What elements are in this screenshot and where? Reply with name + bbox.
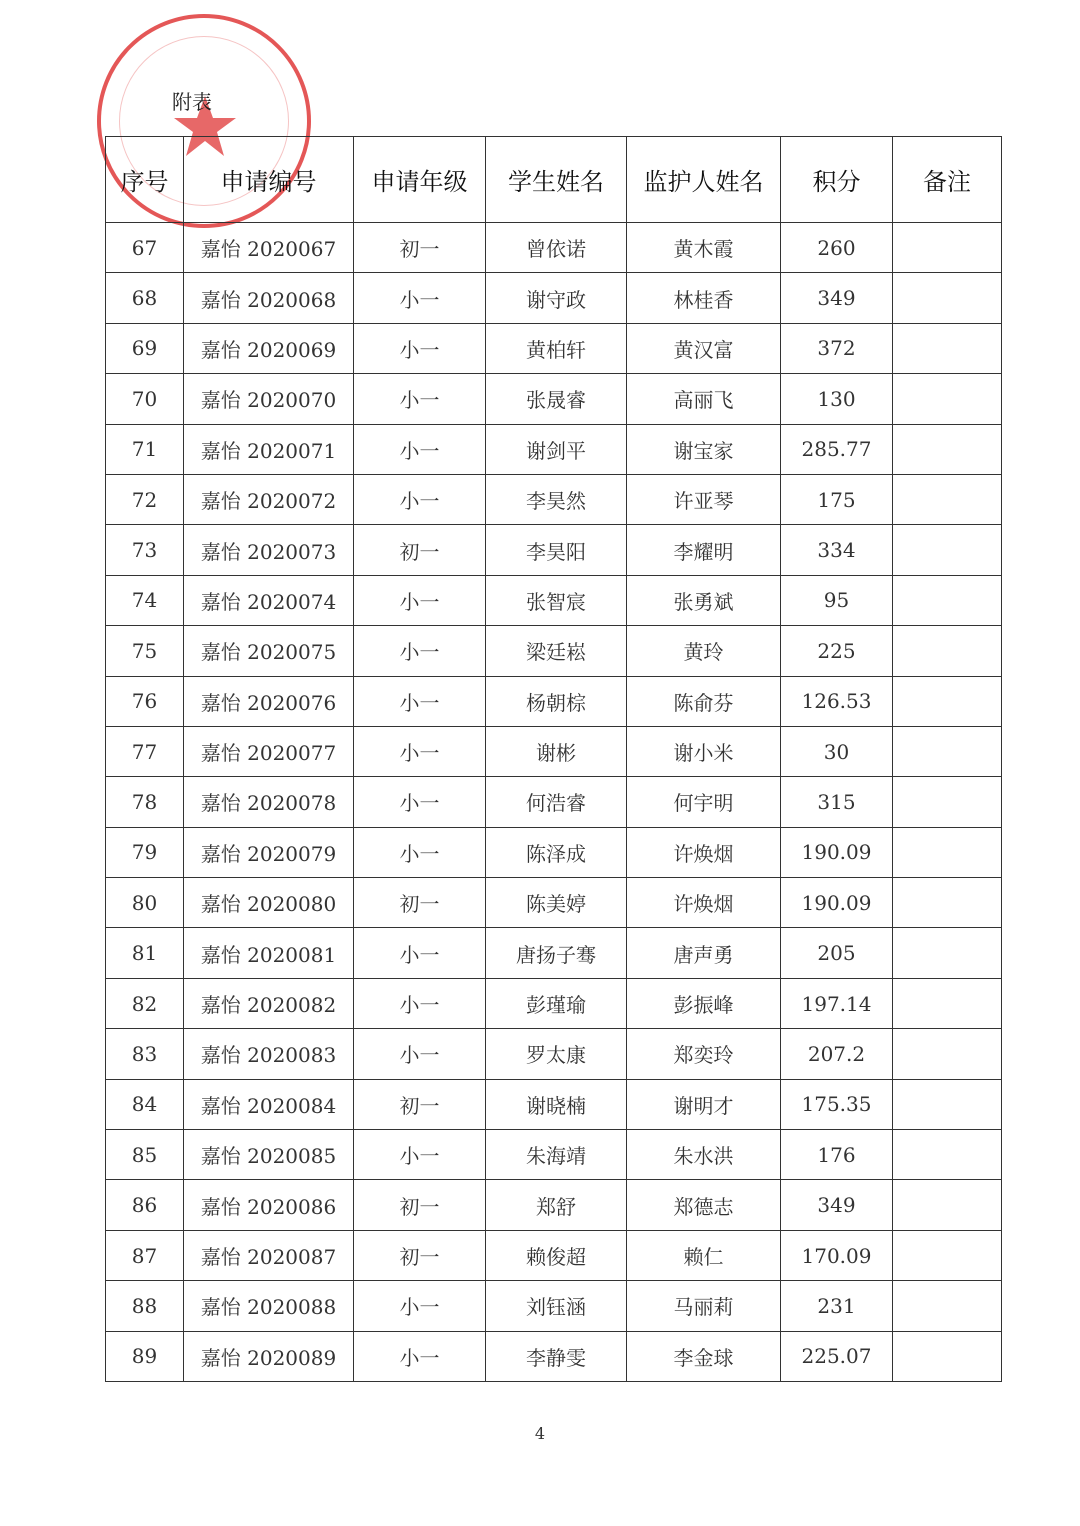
cell-index: 72 bbox=[106, 474, 184, 524]
cell-remarks bbox=[893, 1029, 1002, 1079]
table-row bbox=[106, 1130, 1002, 1180]
cell-guardian-name: 黄木霞 bbox=[627, 223, 781, 273]
table-row bbox=[106, 676, 1002, 726]
table-row bbox=[106, 726, 1002, 776]
table-row bbox=[106, 223, 1002, 273]
cell-remarks bbox=[893, 474, 1002, 524]
table-header-row bbox=[106, 137, 1002, 223]
cell-grade: 小一 bbox=[354, 827, 486, 877]
table-row bbox=[106, 525, 1002, 575]
cell-remarks bbox=[893, 1331, 1002, 1381]
cell-application-no: 嘉怡 2020068 bbox=[184, 273, 354, 323]
cell-application-no: 嘉怡 2020069 bbox=[184, 323, 354, 373]
cell-index: 76 bbox=[106, 676, 184, 726]
cell-student-name: 张晟睿 bbox=[486, 374, 627, 424]
table-row bbox=[106, 1331, 1002, 1381]
cell-student-name: 罗太康 bbox=[486, 1029, 627, 1079]
cell-index: 67 bbox=[106, 223, 184, 273]
cell-student-name: 谢晓楠 bbox=[486, 1079, 627, 1129]
cell-index: 88 bbox=[106, 1281, 184, 1331]
cell-student-name: 李昊阳 bbox=[486, 525, 627, 575]
cell-points: 205 bbox=[781, 928, 893, 978]
cell-application-no: 嘉怡 2020071 bbox=[184, 424, 354, 474]
table-row bbox=[106, 323, 1002, 373]
cell-remarks bbox=[893, 223, 1002, 273]
cell-index: 81 bbox=[106, 928, 184, 978]
table-row bbox=[106, 1079, 1002, 1129]
cell-student-name: 曾依诺 bbox=[486, 223, 627, 273]
cell-guardian-name: 黄玲 bbox=[627, 626, 781, 676]
page-number: 4 bbox=[534, 1424, 546, 1443]
cell-remarks bbox=[893, 323, 1002, 373]
cell-student-name: 朱海靖 bbox=[486, 1130, 627, 1180]
cell-grade: 小一 bbox=[354, 1029, 486, 1079]
cell-guardian-name: 张勇斌 bbox=[627, 575, 781, 625]
cell-index: 80 bbox=[106, 878, 184, 928]
cell-guardian-name: 何宇明 bbox=[627, 777, 781, 827]
cell-application-no: 嘉怡 2020072 bbox=[184, 474, 354, 524]
cell-index: 74 bbox=[106, 575, 184, 625]
cell-application-no: 嘉怡 2020078 bbox=[184, 777, 354, 827]
cell-grade: 小一 bbox=[354, 676, 486, 726]
cell-grade: 小一 bbox=[354, 626, 486, 676]
cell-application-no: 嘉怡 2020084 bbox=[184, 1079, 354, 1129]
cell-index: 77 bbox=[106, 726, 184, 776]
cell-grade: 初一 bbox=[354, 1079, 486, 1129]
cell-grade: 小一 bbox=[354, 323, 486, 373]
table-row bbox=[106, 928, 1002, 978]
cell-points: 175.35 bbox=[781, 1079, 893, 1129]
cell-grade: 初一 bbox=[354, 1180, 486, 1230]
cell-student-name: 刘钰涵 bbox=[486, 1281, 627, 1331]
cell-grade: 初一 bbox=[354, 525, 486, 575]
cell-student-name: 陈泽成 bbox=[486, 827, 627, 877]
cell-grade: 小一 bbox=[354, 978, 486, 1028]
cell-guardian-name: 许焕烟 bbox=[627, 827, 781, 877]
cell-index: 69 bbox=[106, 323, 184, 373]
cell-points: 95 bbox=[781, 575, 893, 625]
cell-guardian-name: 许焕烟 bbox=[627, 878, 781, 928]
cell-remarks bbox=[893, 827, 1002, 877]
cell-grade: 初一 bbox=[354, 1230, 486, 1280]
cell-student-name: 赖俊超 bbox=[486, 1230, 627, 1280]
table-row bbox=[106, 827, 1002, 877]
cell-application-no: 嘉怡 2020074 bbox=[184, 575, 354, 625]
cell-remarks bbox=[893, 1230, 1002, 1280]
cell-index: 71 bbox=[106, 424, 184, 474]
cell-application-no: 嘉怡 2020082 bbox=[184, 978, 354, 1028]
cell-guardian-name: 谢宝家 bbox=[627, 424, 781, 474]
cell-guardian-name: 谢小米 bbox=[627, 726, 781, 776]
table-row bbox=[106, 374, 1002, 424]
cell-application-no: 嘉怡 2020075 bbox=[184, 626, 354, 676]
cell-application-no: 嘉怡 2020073 bbox=[184, 525, 354, 575]
cell-points: 176 bbox=[781, 1130, 893, 1180]
table-row bbox=[106, 1029, 1002, 1079]
cell-index: 87 bbox=[106, 1230, 184, 1280]
cell-remarks bbox=[893, 878, 1002, 928]
cell-remarks bbox=[893, 424, 1002, 474]
cell-points: 231 bbox=[781, 1281, 893, 1331]
cell-points: 372 bbox=[781, 323, 893, 373]
cell-guardian-name: 朱水洪 bbox=[627, 1130, 781, 1180]
cell-guardian-name: 赖仁 bbox=[627, 1230, 781, 1280]
cell-application-no: 嘉怡 2020076 bbox=[184, 676, 354, 726]
cell-guardian-name: 彭振峰 bbox=[627, 978, 781, 1028]
cell-guardian-name: 黄汉富 bbox=[627, 323, 781, 373]
cell-remarks bbox=[893, 978, 1002, 1028]
cell-points: 190.09 bbox=[781, 827, 893, 877]
cell-grade: 小一 bbox=[354, 1331, 486, 1381]
table-row bbox=[106, 1281, 1002, 1331]
table-row bbox=[106, 978, 1002, 1028]
table-row bbox=[106, 626, 1002, 676]
cell-index: 73 bbox=[106, 525, 184, 575]
cell-application-no: 嘉怡 2020087 bbox=[184, 1230, 354, 1280]
cell-grade: 初一 bbox=[354, 223, 486, 273]
applicant-table bbox=[105, 136, 1002, 1382]
table-row bbox=[106, 424, 1002, 474]
cell-application-no: 嘉怡 2020086 bbox=[184, 1180, 354, 1230]
table-row bbox=[106, 474, 1002, 524]
cell-remarks bbox=[893, 525, 1002, 575]
cell-student-name: 黄柏轩 bbox=[486, 323, 627, 373]
cell-student-name: 陈美婷 bbox=[486, 878, 627, 928]
cell-index: 78 bbox=[106, 777, 184, 827]
cell-points: 207.2 bbox=[781, 1029, 893, 1079]
cell-remarks bbox=[893, 928, 1002, 978]
cell-remarks bbox=[893, 626, 1002, 676]
cell-points: 260 bbox=[781, 223, 893, 273]
column-header-points: 积分 bbox=[781, 137, 893, 223]
cell-application-no: 嘉怡 2020089 bbox=[184, 1331, 354, 1381]
table-row bbox=[106, 878, 1002, 928]
cell-grade: 小一 bbox=[354, 777, 486, 827]
cell-guardian-name: 林桂香 bbox=[627, 273, 781, 323]
cell-index: 70 bbox=[106, 374, 184, 424]
cell-guardian-name: 许亚琴 bbox=[627, 474, 781, 524]
cell-guardian-name: 陈俞芬 bbox=[627, 676, 781, 726]
cell-guardian-name: 郑德志 bbox=[627, 1180, 781, 1230]
cell-points: 30 bbox=[781, 726, 893, 776]
cell-points: 130 bbox=[781, 374, 893, 424]
cell-guardian-name: 李金球 bbox=[627, 1331, 781, 1381]
table-row bbox=[106, 273, 1002, 323]
cell-remarks bbox=[893, 676, 1002, 726]
cell-remarks bbox=[893, 1180, 1002, 1230]
cell-application-no: 嘉怡 2020080 bbox=[184, 878, 354, 928]
cell-student-name: 梁廷崧 bbox=[486, 626, 627, 676]
table-body bbox=[106, 223, 1002, 1382]
cell-grade: 小一 bbox=[354, 474, 486, 524]
cell-student-name: 谢守政 bbox=[486, 273, 627, 323]
cell-guardian-name: 马丽莉 bbox=[627, 1281, 781, 1331]
cell-guardian-name: 高丽飞 bbox=[627, 374, 781, 424]
attachment-label: 附表 bbox=[172, 90, 212, 114]
column-header-application-no: 申请编号 bbox=[184, 137, 354, 223]
cell-grade: 小一 bbox=[354, 726, 486, 776]
cell-student-name: 谢彬 bbox=[486, 726, 627, 776]
cell-grade: 小一 bbox=[354, 424, 486, 474]
cell-index: 84 bbox=[106, 1079, 184, 1129]
cell-remarks bbox=[893, 273, 1002, 323]
cell-student-name: 张智宸 bbox=[486, 575, 627, 625]
cell-index: 82 bbox=[106, 978, 184, 1028]
cell-points: 315 bbox=[781, 777, 893, 827]
cell-guardian-name: 唐声勇 bbox=[627, 928, 781, 978]
cell-index: 68 bbox=[106, 273, 184, 323]
cell-points: 175 bbox=[781, 474, 893, 524]
cell-grade: 初一 bbox=[354, 878, 486, 928]
cell-student-name: 李静雯 bbox=[486, 1331, 627, 1381]
cell-index: 79 bbox=[106, 827, 184, 877]
cell-points: 285.77 bbox=[781, 424, 893, 474]
cell-remarks bbox=[893, 1130, 1002, 1180]
cell-application-no: 嘉怡 2020081 bbox=[184, 928, 354, 978]
column-header-remarks: 备注 bbox=[893, 137, 1002, 223]
table-row bbox=[106, 777, 1002, 827]
cell-remarks bbox=[893, 726, 1002, 776]
cell-student-name: 杨朝棕 bbox=[486, 676, 627, 726]
cell-points: 126.53 bbox=[781, 676, 893, 726]
cell-remarks bbox=[893, 374, 1002, 424]
cell-application-no: 嘉怡 2020079 bbox=[184, 827, 354, 877]
cell-application-no: 嘉怡 2020083 bbox=[184, 1029, 354, 1079]
cell-index: 85 bbox=[106, 1130, 184, 1180]
cell-index: 83 bbox=[106, 1029, 184, 1079]
cell-remarks bbox=[893, 1281, 1002, 1331]
column-header-index: 序号 bbox=[106, 137, 184, 223]
cell-grade: 小一 bbox=[354, 374, 486, 424]
column-header-grade: 申请年级 bbox=[354, 137, 486, 223]
cell-student-name: 郑舒 bbox=[486, 1180, 627, 1230]
cell-points: 334 bbox=[781, 525, 893, 575]
cell-application-no: 嘉怡 2020067 bbox=[184, 223, 354, 273]
table-row bbox=[106, 575, 1002, 625]
cell-application-no: 嘉怡 2020088 bbox=[184, 1281, 354, 1331]
column-header-guardian-name: 监护人姓名 bbox=[627, 137, 781, 223]
cell-points: 349 bbox=[781, 1180, 893, 1230]
cell-student-name: 李昊然 bbox=[486, 474, 627, 524]
cell-grade: 小一 bbox=[354, 575, 486, 625]
cell-student-name: 唐扬子骞 bbox=[486, 928, 627, 978]
cell-remarks bbox=[893, 1079, 1002, 1129]
cell-points: 190.09 bbox=[781, 878, 893, 928]
cell-application-no: 嘉怡 2020085 bbox=[184, 1130, 354, 1180]
cell-grade: 小一 bbox=[354, 1281, 486, 1331]
table-row bbox=[106, 1180, 1002, 1230]
cell-points: 349 bbox=[781, 273, 893, 323]
cell-points: 197.14 bbox=[781, 978, 893, 1028]
cell-points: 225.07 bbox=[781, 1331, 893, 1381]
cell-grade: 小一 bbox=[354, 928, 486, 978]
cell-application-no: 嘉怡 2020070 bbox=[184, 374, 354, 424]
cell-points: 225 bbox=[781, 626, 893, 676]
cell-remarks bbox=[893, 575, 1002, 625]
cell-index: 86 bbox=[106, 1180, 184, 1230]
column-header-student-name: 学生姓名 bbox=[486, 137, 627, 223]
cell-points: 170.09 bbox=[781, 1230, 893, 1280]
cell-index: 75 bbox=[106, 626, 184, 676]
table-row bbox=[106, 1230, 1002, 1280]
cell-guardian-name: 郑奕玲 bbox=[627, 1029, 781, 1079]
cell-remarks bbox=[893, 777, 1002, 827]
cell-application-no: 嘉怡 2020077 bbox=[184, 726, 354, 776]
cell-student-name: 谢剑平 bbox=[486, 424, 627, 474]
cell-index: 89 bbox=[106, 1331, 184, 1381]
cell-grade: 小一 bbox=[354, 273, 486, 323]
cell-student-name: 何浩睿 bbox=[486, 777, 627, 827]
cell-student-name: 彭瑾瑜 bbox=[486, 978, 627, 1028]
cell-guardian-name: 李耀明 bbox=[627, 525, 781, 575]
cell-guardian-name: 谢明才 bbox=[627, 1079, 781, 1129]
cell-grade: 小一 bbox=[354, 1130, 486, 1180]
